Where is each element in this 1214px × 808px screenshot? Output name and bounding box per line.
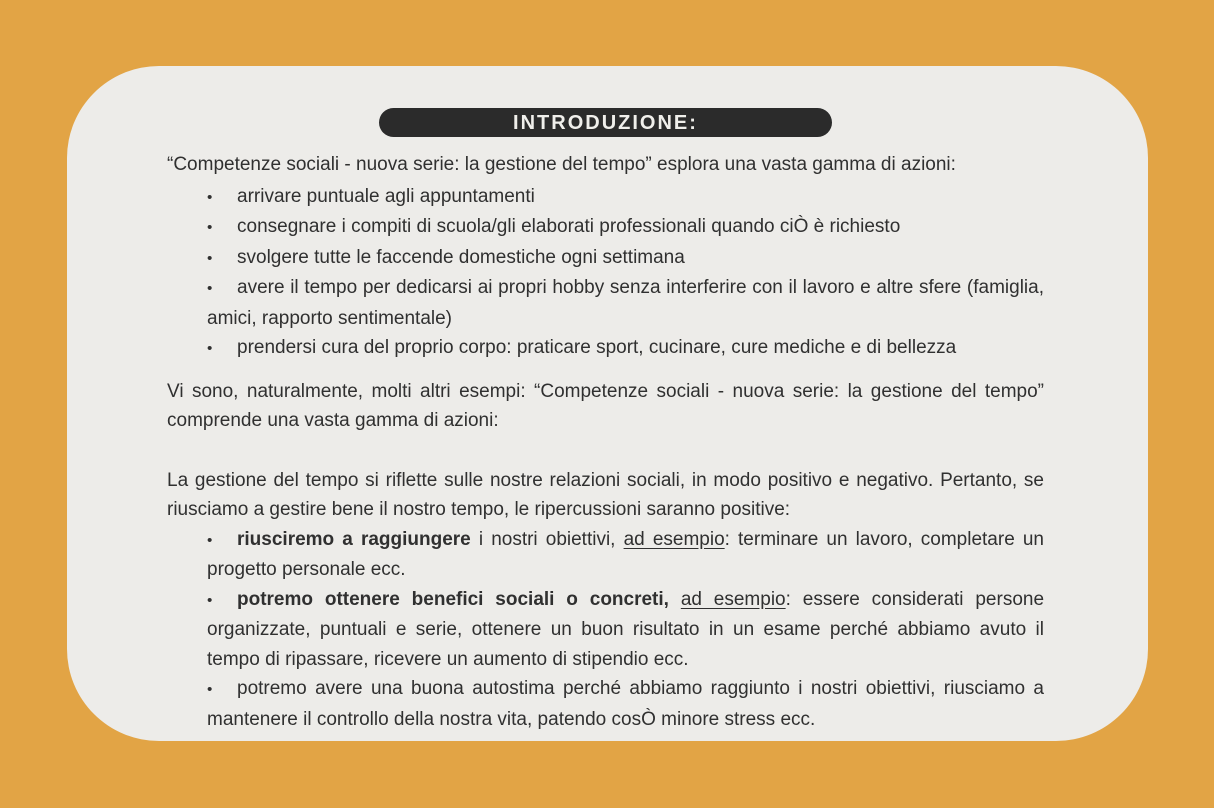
list-item xyxy=(167,182,1044,213)
benefit-underlined-text: ad esempio xyxy=(680,588,786,610)
bullet-icon: • xyxy=(207,280,213,297)
benefit-text: i nostri obiettivi, xyxy=(470,528,624,550)
benefit-bold-text: potremo ottenere benefici sociali o concreti, xyxy=(237,588,669,610)
list-item-text: avere il tempo per dedicarsi ai propri hobby senza interferire con il lavoro e altre sfere (famiglia, amici, rapporto sentimentale) xyxy=(207,277,1044,329)
benefit-item xyxy=(167,525,1044,585)
benefit-text: : terminare un lavoro, completare un progetto personale ecc. xyxy=(207,528,1045,580)
bullet-icon: • xyxy=(207,219,213,236)
benefit-item xyxy=(167,585,1044,675)
reflection-paragraph: La gestione del tempo si riflette sulle nostre relazioni sociali, in modo positivo e negativo. Pertanto, se riusciamo a gestire bene il nostro tempo, le ripercussioni saranno positive: xyxy=(167,469,1044,520)
list-item xyxy=(167,273,1044,333)
benefit-text: potremo avere una buona autostima perché abbiamo raggiunto i nostri obiettivi, riusciamo a mantenere il controllo della nostra vita, patendo cosÒ minore stress ecc. xyxy=(207,678,1044,730)
benefit-text: : essere considerati persone organizzate, puntuali e serie, ottenere un buon risultato in un esame perché abbiamo avuto il tempo di ripassare, ricevere un aumento di stipendio ecc. xyxy=(207,588,1045,670)
actions-list xyxy=(167,182,1044,364)
bullet-icon: • xyxy=(207,249,213,267)
list-item xyxy=(167,243,1044,274)
benefits-list xyxy=(167,525,1044,735)
bullet-icon: • xyxy=(207,340,213,357)
bullet-icon: • xyxy=(207,591,213,609)
bullet-icon: • xyxy=(207,531,213,549)
list-item-text: prendersi cura del proprio corpo: praticare sport, cucinare, cure mediche e di bellezza xyxy=(237,337,957,358)
bullet-icon: • xyxy=(207,681,213,698)
lead-paragraph: “Competenze sociali - nuova serie: la gestione del tempo” esplora una vasta gamma di azioni: xyxy=(167,154,956,175)
slide-body xyxy=(167,150,1044,734)
list-item xyxy=(167,333,1044,364)
benefit-text xyxy=(669,589,681,610)
content-card xyxy=(67,66,1148,741)
benefit-item xyxy=(167,674,1044,734)
page-title: INTRODUZIONE: xyxy=(513,111,698,134)
examples-paragraph: Vi sono, naturalmente, molti altri esempi: “Competenze sociali - nuova serie: la gestione del tempo” comprende una vasta gamma di azioni: xyxy=(167,380,1044,431)
list-item-text: arrivare puntuale agli appuntamenti xyxy=(237,185,535,207)
benefit-bold-text: riusciremo a raggiungere xyxy=(237,528,471,550)
section-header-pill xyxy=(379,108,832,137)
list-item-text: svolgere tutte le faccende domestiche ogni settimana xyxy=(237,246,685,268)
bullet-icon: • xyxy=(207,188,213,206)
benefit-underlined-text: ad esempio xyxy=(623,528,725,550)
list-item-text: consegnare i compiti di scuola/gli elaborati professionali quando ciÒ è richiesto xyxy=(237,216,901,237)
list-item xyxy=(167,212,1044,243)
